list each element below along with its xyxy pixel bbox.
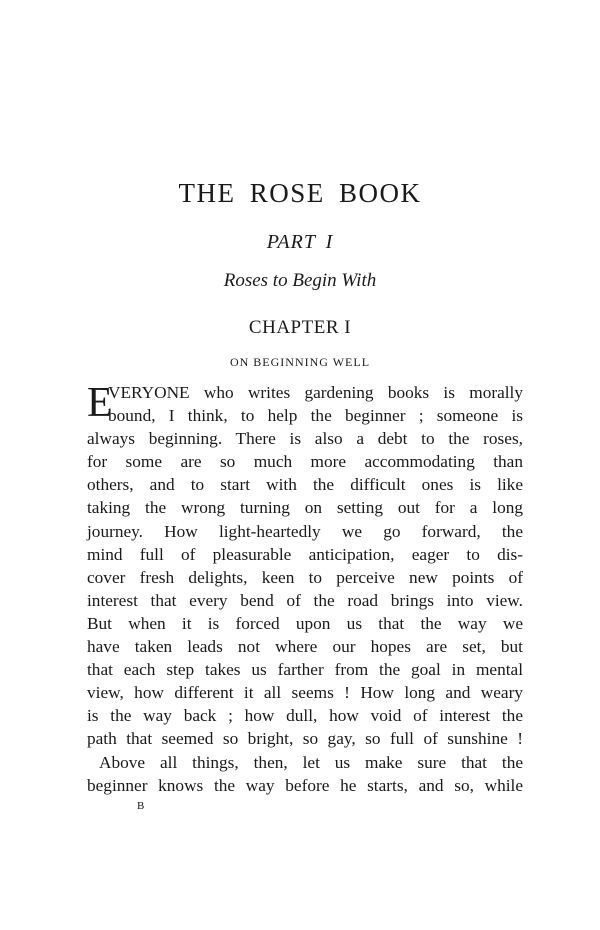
text-line: But when it is forced upon us that the way we (87, 613, 523, 633)
text-line: interest that every bend of the road brings into view. (87, 590, 523, 610)
text-line: cover fresh delights, keen to perceive new points of (87, 567, 523, 587)
text-line: always beginning. There is also a debt to the roses, (87, 429, 523, 449)
part-title: PART I (266, 231, 334, 253)
text-line: Above all things, then, let us make sure that the (99, 752, 523, 772)
text-line: journey. How light-heartedly we go forward, the (87, 521, 523, 541)
text-line: have taken leads not where our hopes are set, but (87, 637, 523, 657)
text-line: for some are so much more accommodating than (87, 452, 523, 472)
drop-cap: E (87, 380, 113, 426)
part-subtitle: Roses to Begin With (223, 270, 377, 291)
text-line: bound, I think, to help the beginner ; someone is (108, 406, 523, 426)
signature-mark: B (137, 800, 145, 812)
text-line: view, how different it all seems ! How long and weary (87, 683, 523, 703)
text-line: beginner knows the way before he starts, and so, while (87, 775, 523, 795)
chapter-subtitle: ON BEGINNING WELL (229, 355, 371, 369)
text-line: taking the wrong turning on setting out for a long (87, 498, 523, 518)
book-title: THE ROSE BOOK (178, 178, 422, 208)
text-line: is the way back ; how dull, how void of interest the (87, 706, 523, 726)
text-line: mind full of pleasurable anticipation, eager to dis- (87, 544, 523, 564)
text-line: path that seemed so bright, so gay, so full of sunshine ! (87, 729, 523, 749)
text-line: that each step takes us farther from the goal in mental (87, 660, 523, 680)
chapter-title: CHAPTER I (248, 317, 352, 338)
text-line: VERYONE who writes gardening books is morally (108, 383, 523, 402)
text-line: others, and to start with the difficult ones is like (87, 475, 523, 495)
chapter-body-text (87, 381, 523, 797)
